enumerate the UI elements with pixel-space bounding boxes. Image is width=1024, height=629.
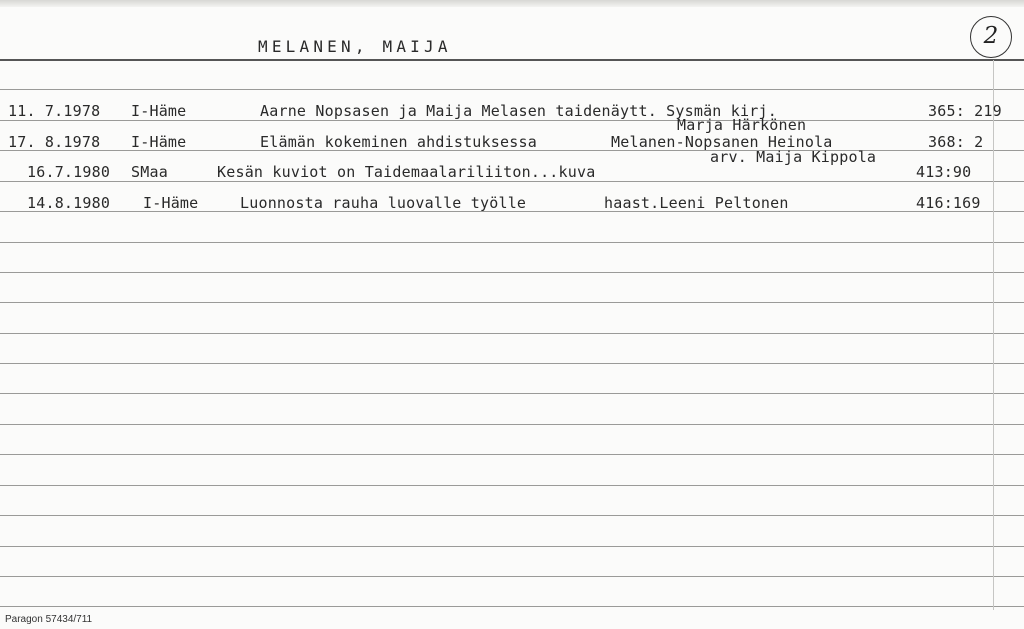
- ruled-line: [0, 333, 1024, 334]
- entry-title: Elämän kokeminen ahdistuksessa: [260, 133, 537, 151]
- ruled-line: [0, 576, 1024, 577]
- entry-paper: I-Häme: [131, 133, 187, 151]
- card-number-circle: 2: [970, 16, 1012, 58]
- ruled-line: [0, 272, 1024, 273]
- entry-date: 16.7.1980: [27, 163, 111, 181]
- entry-author: Melanen-Nopsanen Heinola: [611, 133, 833, 151]
- ruled-line: [0, 120, 1024, 121]
- entry-ref: 368: 2: [928, 133, 984, 151]
- header-rule: [0, 59, 1024, 61]
- entry-date: 14.8.1980: [27, 194, 111, 212]
- entry-title: Aarne Nopsasen ja Maija Melasen taidenäytt. Sysmän kirj.: [260, 102, 777, 120]
- ruled-line: [0, 89, 1024, 90]
- entry-paper: SMaa: [131, 163, 168, 181]
- card-print-mark: Paragon 57434/711: [5, 614, 93, 625]
- entry-title: Luonnosta rauha luovalle työlle: [240, 194, 527, 212]
- card-top-edge: [0, 0, 1024, 7]
- ruled-line: [0, 454, 1024, 455]
- card-name-heading: MELANEN, MAIJA: [258, 37, 452, 56]
- entry-paper: I-Häme: [143, 194, 199, 212]
- ruled-line: [0, 424, 1024, 425]
- entry-date: 17. 8.1978: [8, 133, 101, 151]
- entry-extra: Marja Härkönen: [677, 116, 807, 134]
- ruled-line: [0, 242, 1024, 243]
- ruled-line: [0, 302, 1024, 303]
- entry-ref: 413:90: [916, 163, 972, 181]
- right-margin-line: [993, 60, 994, 610]
- entry-extra: arv. Maija Kippola: [710, 148, 877, 166]
- ruled-line: [0, 546, 1024, 547]
- ruled-line: [0, 515, 1024, 516]
- ruled-line: [0, 393, 1024, 394]
- entry-title: Kesän kuviot on Taidemaalariliiton...kuva: [217, 163, 596, 181]
- ruled-line: [0, 485, 1024, 486]
- entry-author: haast.Leeni Peltonen: [604, 194, 789, 212]
- ruled-line: [0, 606, 1024, 607]
- ruled-line: [0, 181, 1024, 182]
- entry-date: 11. 7.1978: [8, 102, 101, 120]
- ruled-line: [0, 363, 1024, 364]
- entry-ref: 416:169: [916, 194, 981, 212]
- entry-ref: 365: 219: [928, 102, 1002, 120]
- entry-paper: I-Häme: [131, 102, 187, 120]
